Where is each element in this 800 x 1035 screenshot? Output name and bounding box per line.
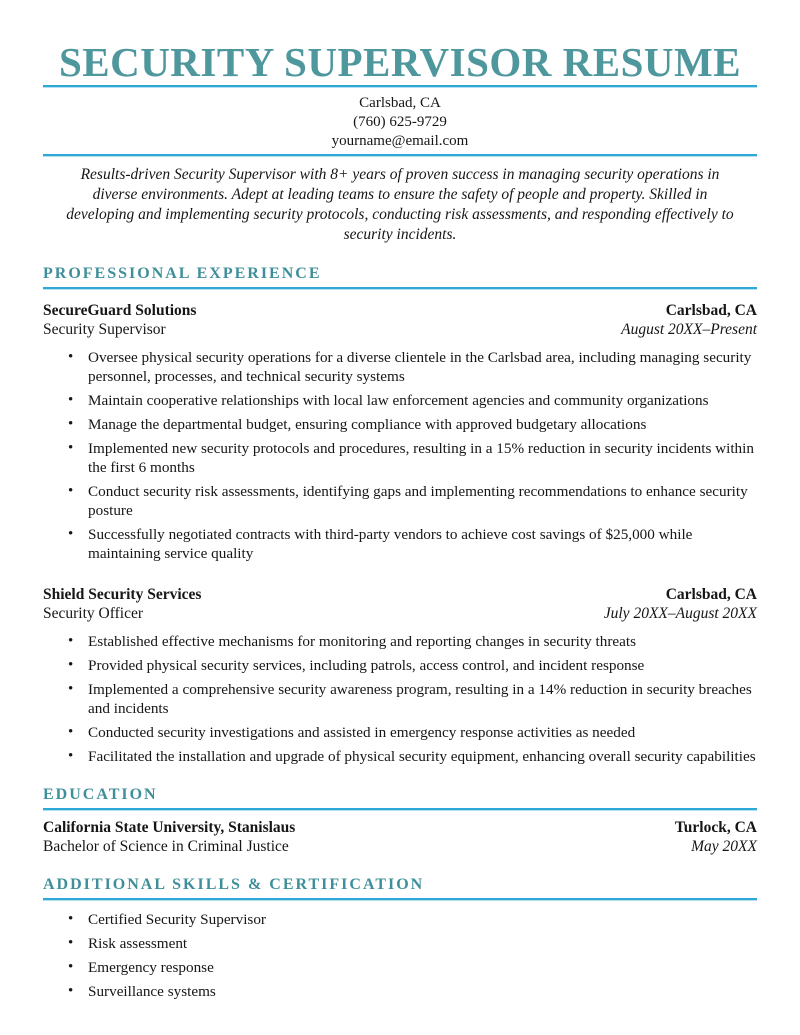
bullet-item: • Conduct security risk assessments, identifying gaps and implementing recommendations to enhance security posture — [43, 482, 757, 520]
page-title: SECURITY SUPERVISOR RESUME — [58, 39, 742, 85]
job-subheader-row — [43, 320, 757, 339]
bullet-item: • Facilitated the installation and upgrade of physical security equipment, enhancing overall security capabilities — [43, 747, 757, 766]
summary-paragraph: Results-driven Security Supervisor with 8+ years of proven success in managing security operations in diverse environments. Adept at leading teams to ensure the safety of people and property. Skilled in developing and implementing security protocols, conducting risk assessments, and responding effectively to security incidents. — [66, 166, 734, 243]
contact-block — [43, 94, 757, 151]
bullet-item: • Provided physical security services, including patrols, access control, and incident response — [43, 656, 757, 675]
education-subheader-row — [43, 837, 757, 856]
job-title: Security Supervisor — [43, 321, 166, 338]
job-title: Security Officer — [43, 605, 143, 622]
section-heading-experience: PROFESSIONAL EXPERIENCE — [43, 265, 757, 289]
company-name: Shield Security Services — [43, 586, 202, 603]
job-entry — [43, 585, 757, 766]
education-entry — [43, 818, 757, 856]
bullet-item: • Maintain cooperative relationships with local law enforcement agencies and community organizations — [43, 391, 757, 410]
bullet-item: • Conducted security investigations and assisted in emergency response activities as needed — [43, 723, 757, 742]
job-dates: August 20XX–Present — [621, 321, 757, 338]
contact-location: Carlsbad, CA — [359, 95, 441, 111]
job-bullet-list — [43, 632, 757, 766]
degree-name: Bachelor of Science in Criminal Justice — [43, 838, 289, 855]
job-subheader-row — [43, 604, 757, 623]
bullet-item: • Manage the departmental budget, ensuring compliance with approved budgetary allocations — [43, 415, 757, 434]
section-heading-skills: ADDITIONAL SKILLS & CERTIFICATION — [43, 876, 757, 900]
section-heading-education: EDUCATION — [43, 786, 757, 810]
skill-item: • Risk assessment — [43, 934, 757, 953]
school-location: Turlock, CA — [674, 819, 757, 836]
graduation-date: May 20XX — [691, 838, 757, 855]
education-header-row — [43, 818, 757, 837]
company-name: SecureGuard Solutions — [43, 302, 197, 319]
job-header-row — [43, 301, 757, 320]
job-header-row — [43, 585, 757, 604]
bullet-item: • Implemented new security protocols and procedures, resulting in a 15% reduction in security incidents within the first 6 months — [43, 439, 757, 477]
bullet-item: • Oversee physical security operations for a diverse clientele in the Carlsbad area, including managing security personnel, processes, and technical security systems — [43, 348, 757, 386]
skill-item: • Emergency response — [43, 958, 757, 977]
skill-item: • Certified Security Supervisor — [43, 910, 757, 929]
bullet-item: • Established effective mechanisms for monitoring and reporting changes in security threats — [43, 632, 757, 651]
job-entry — [43, 301, 757, 563]
job-dates: July 20XX–August 20XX — [603, 605, 757, 622]
divider — [43, 85, 757, 87]
skills-list — [43, 910, 757, 1001]
job-bullet-list — [43, 348, 757, 563]
skill-item: • Surveillance systems — [43, 982, 757, 1001]
job-location: Carlsbad, CA — [665, 586, 757, 603]
contact-email: yourname@email.com — [331, 133, 469, 149]
job-location: Carlsbad, CA — [665, 302, 757, 319]
contact-phone: (760) 625-9729 — [353, 114, 447, 130]
bullet-item: • Implemented a comprehensive security awareness program, resulting in a 14% reduction in security breaches and incidents — [43, 680, 757, 718]
divider — [43, 154, 757, 156]
bullet-item: • Successfully negotiated contracts with third-party vendors to achieve cost savings of $25,000 while maintaining service quality — [43, 525, 757, 563]
school-name: California State University, Stanislaus — [43, 819, 296, 836]
